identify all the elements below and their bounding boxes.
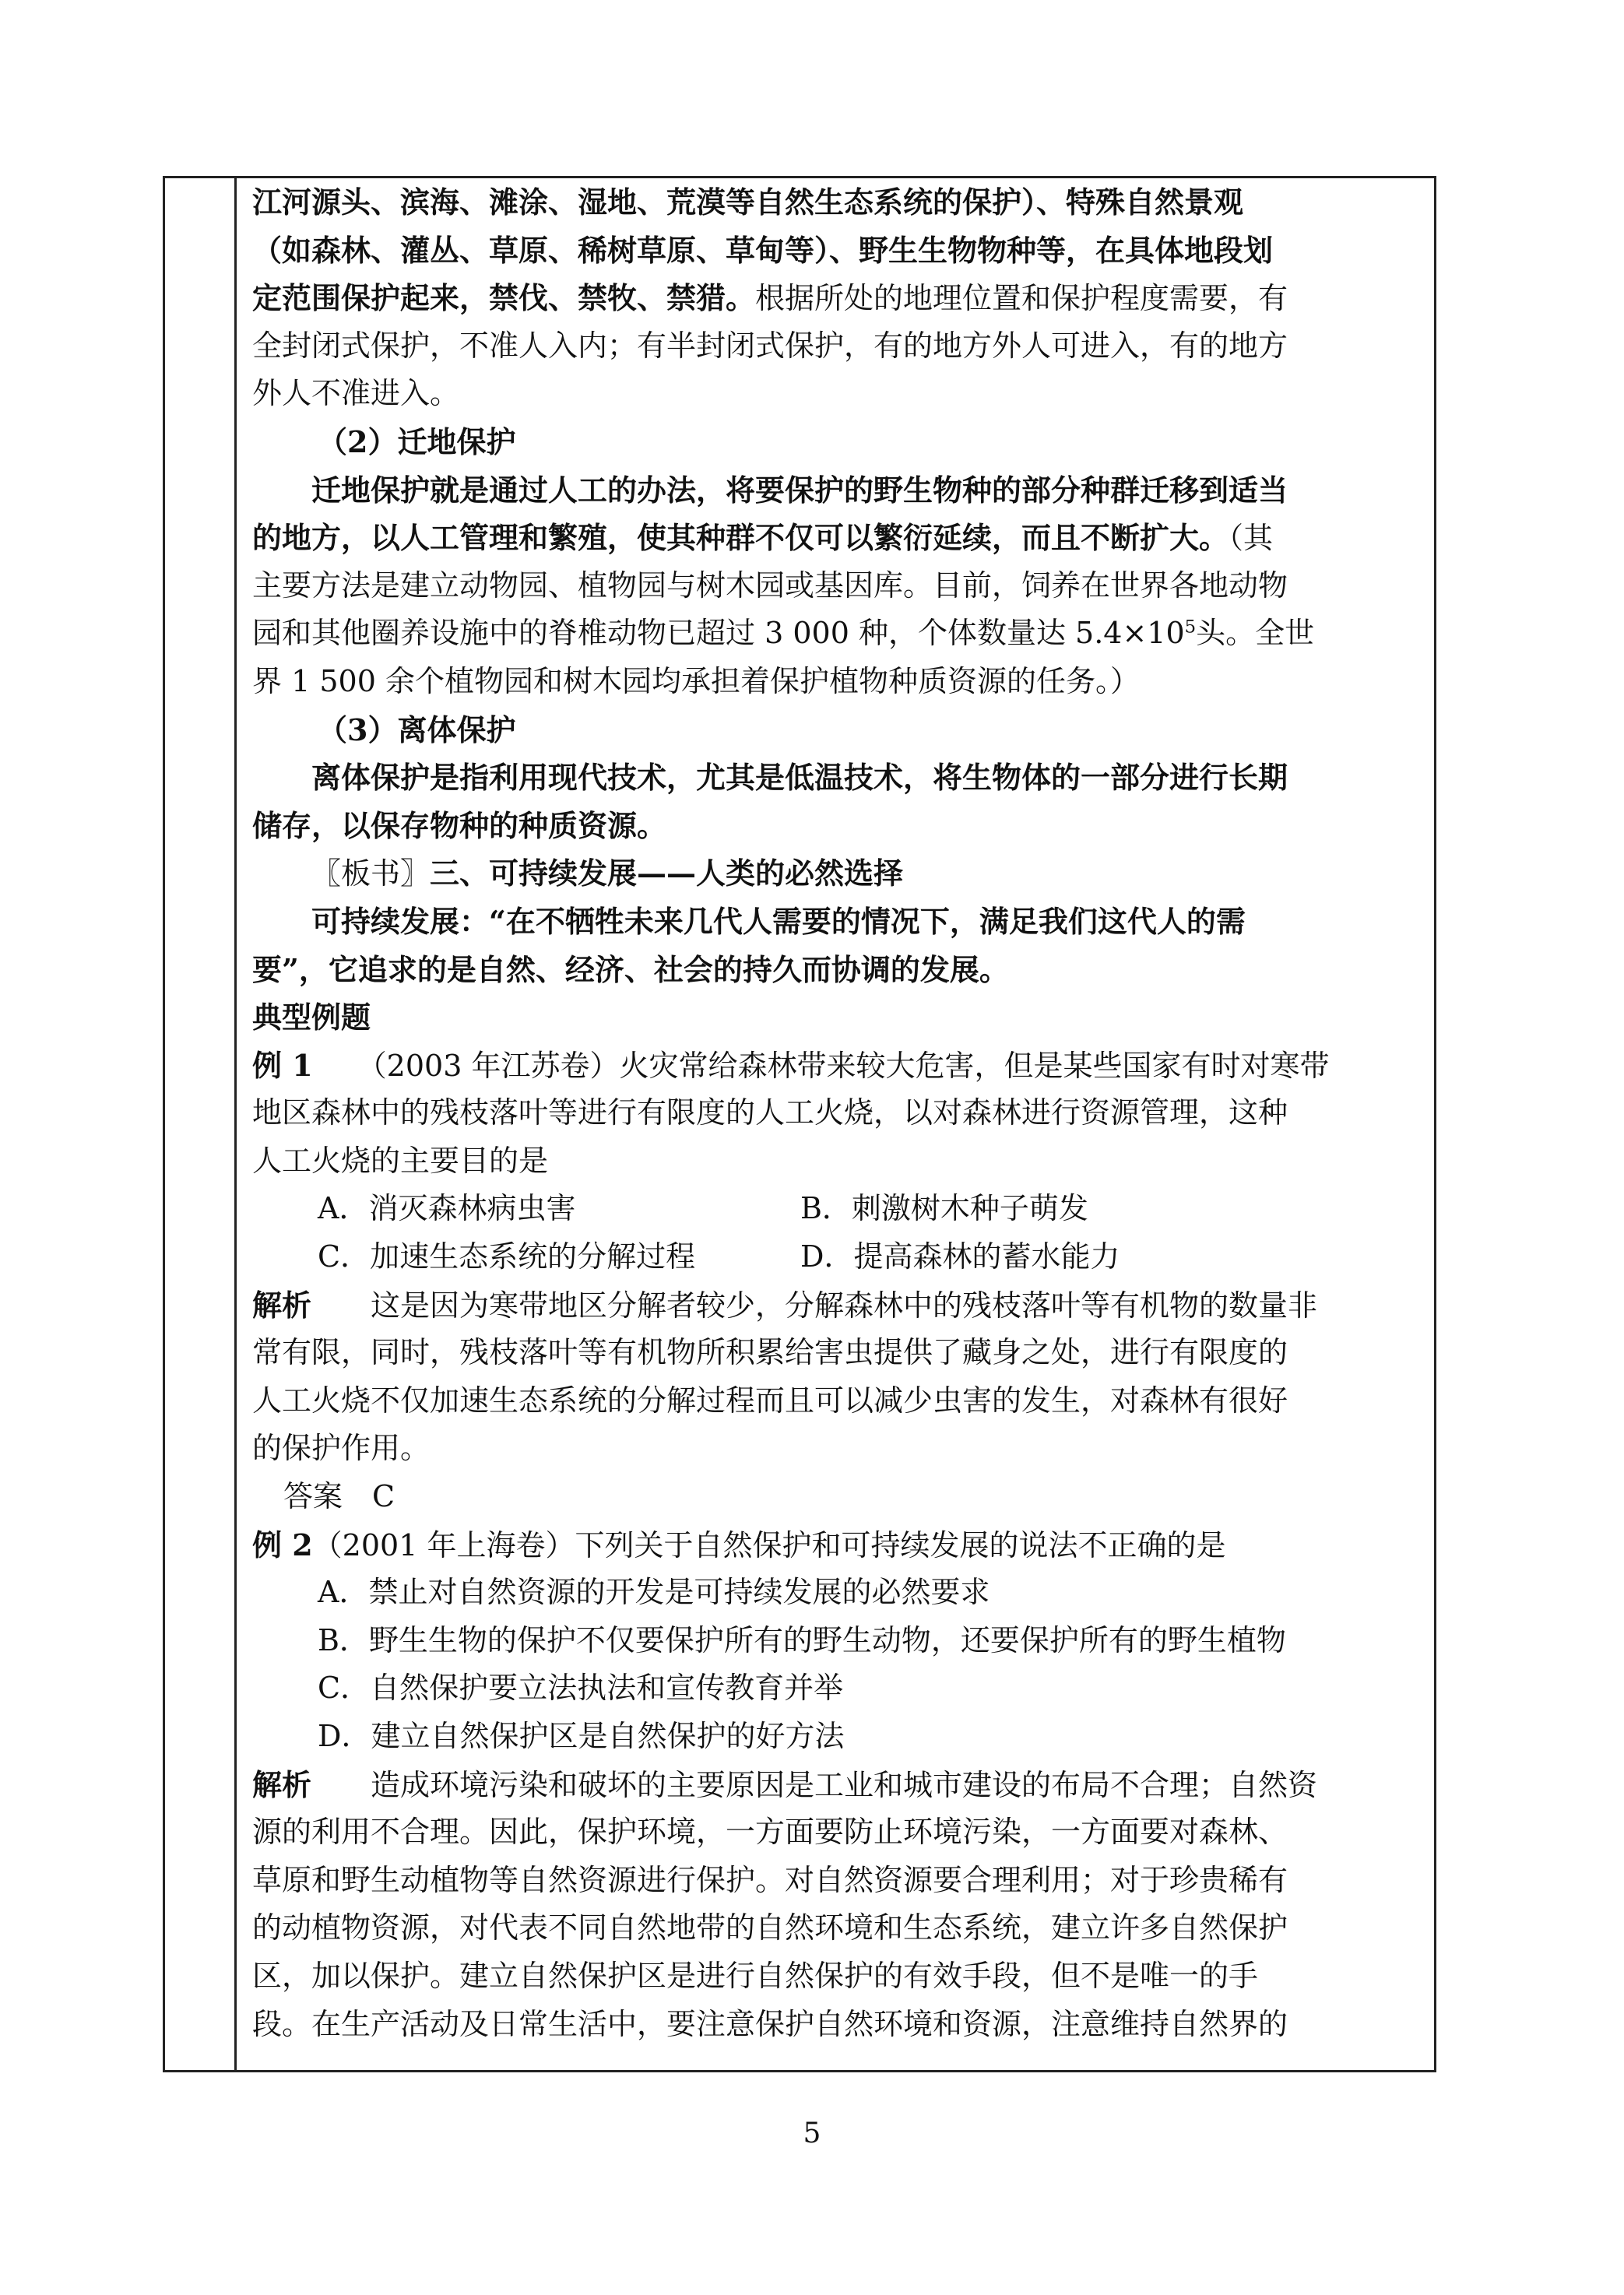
plain-text: （其 (1229, 521, 1274, 556)
option-c: C．自然保护要立法执法和宣传教育并举 (318, 1671, 844, 1706)
options-row (252, 1233, 1428, 1281)
option-b: B．野生生物的保护不仅要保护所有的野生动物，还要保护所有的野生植物 (318, 1622, 1286, 1657)
plain-text: 园和其他圈养设施中的脊椎动物已超过 3 000 种，个体数量达 5.4×10 (252, 616, 1185, 651)
plain-text: 根据所处的地理位置和保护程度需要，有 (755, 281, 1288, 316)
option-d: D．建立自然保护区是自然保护的好方法 (318, 1719, 845, 1753)
bold-text: 的地方，以人工管理和繁殖，使其种群不仅可以繁衍延续，而且不断扩大。 (252, 520, 1229, 556)
analysis-1 (252, 1281, 1428, 1330)
option-a: A．禁止对自然资源的开发是可持续发展的必然要求 (318, 1575, 990, 1610)
section-heading: （3）离体保护 (318, 712, 516, 747)
plain-text: 〖板书〗 (311, 856, 431, 891)
board-heading (252, 849, 1428, 898)
text-line: （如森林、灌丛、草原、稀树草原、草甸等）、野生生物物种等，在具体地段划 (252, 232, 1274, 268)
text-line: 段。在生产活动及日常生活中，要注意保护自然环境和资源，注意维持自然界的 (252, 2006, 1288, 2041)
text-line: 人工火烧的主要目的是 (252, 1143, 549, 1178)
plain-text: 造成环境污染和破坏的主要原因是工业和城市建设的布局不合理；自然资 (311, 1767, 1318, 1802)
text-line: 可持续发展：“在不牺牲未来几代人需要的情况下，满足我们这代人的需 (311, 903, 1246, 939)
text-line: 的保护作用。 (252, 1431, 431, 1466)
text-line: 储存，以保存物种的种质资源。 (252, 807, 667, 843)
option-a: A．消灭森林病虫害 (318, 1191, 576, 1226)
text-line: 外人不准进入。 (252, 376, 460, 411)
option-b: B．刺激树木种子萌发 (800, 1191, 1088, 1226)
plain-text: （2003 年江苏卷）火灾常给森林带来较大危害，但是某些国家有时对寒带 (312, 1048, 1330, 1083)
plain-text: 这是因为寒带地区分解者较少，分解森林中的残枝落叶等有机物的数量非 (311, 1288, 1318, 1323)
options-row (252, 1185, 1428, 1233)
text-line: 区，加以保护。建立自然保护区是进行自然保护的有效手段，但不是唯一的手 (252, 1958, 1259, 1993)
answer-1: 答案 C (283, 1479, 395, 1514)
text-line: 的动植物资源，对代表不同自然地带的自然环境和生态系统，建立许多自然保护 (252, 1910, 1288, 1945)
analysis-2 (252, 1761, 1428, 1809)
text-line: 源的利用不合理。因此，保护环境，一方面要防止环境污染，一方面要对森林、 (252, 1815, 1288, 1850)
left-column (165, 178, 237, 2070)
bold-text: 定范围保护起来，禁伐、禁牧、禁猎。 (252, 280, 756, 316)
example-label: 例 1 (252, 1047, 313, 1083)
section-heading: （2）迁地保护 (318, 424, 516, 459)
text-line: 迁地保护就是通过人工的办法，将要保护的野生物种的部分种群迁移到适当 (311, 472, 1288, 508)
text-line: 界 1 500 余个植物园和树木园均承担着保护植物种质资源的任务。） (252, 663, 1140, 698)
option-c: C．加速生态系统的分解过程 (318, 1239, 696, 1274)
bold-text: 三、可持续发展——人类的必然选择 (430, 856, 904, 891)
analysis-label: 解析 (252, 1766, 312, 1802)
text-line (252, 610, 1428, 658)
option-d: D．提高森林的蓄水能力 (800, 1239, 1120, 1274)
text-line: 要”，它追求的是自然、经济、社会的持久而协调的发展。 (252, 951, 1009, 987)
example-label: 例 2 (252, 1527, 313, 1562)
table-frame (163, 176, 1436, 2072)
text-line: 江河源头、滨海、滩涂、湿地、荒漠等自然生态系统的保护）、特殊自然景观 (252, 185, 1244, 220)
text-line: 常有限，同时，残枝落叶等有机物所积累给害虫提供了藏身之处，进行有限度的 (252, 1335, 1288, 1370)
example-2 (252, 1521, 1428, 1569)
text-line (252, 274, 1428, 322)
text-line: 草原和野生动植物等自然资源进行保护。对自然资源要合理利用；对于珍贵稀有 (252, 1862, 1288, 1897)
text-line: 地区森林中的残枝落叶等进行有限度的人工火烧，以对森林进行资源管理，这种 (252, 1095, 1288, 1130)
text-line: 离体保护是指利用现代技术，尤其是低温技术，将生物体的一部分进行长期 (311, 760, 1288, 796)
examples-heading: 典型例题 (252, 1000, 371, 1035)
example-1 (252, 1042, 1428, 1090)
text-line: 全封闭式保护，不准人入内；有半封闭式保护，有的地方外人可进入，有的地方 (252, 328, 1288, 363)
content-cell (252, 178, 1428, 2048)
page-number: 5 (803, 2118, 821, 2149)
superscript: 5 (1184, 617, 1197, 638)
text-line: 主要方法是建立动物园、植物园与树木园或基因库。目前，饲养在世界各地动物 (252, 568, 1288, 603)
plain-text: 头。全世 (1196, 616, 1315, 651)
text-line (252, 514, 1428, 562)
text-line: 人工火烧不仅加速生态系统的分解过程而且可以减少虫害的发生，对森林有很好 (252, 1383, 1288, 1418)
plain-text: （2001 年上海卷）下列关于自然保护和可持续发展的说法不正确的是 (312, 1527, 1226, 1562)
analysis-label: 解析 (252, 1287, 312, 1323)
